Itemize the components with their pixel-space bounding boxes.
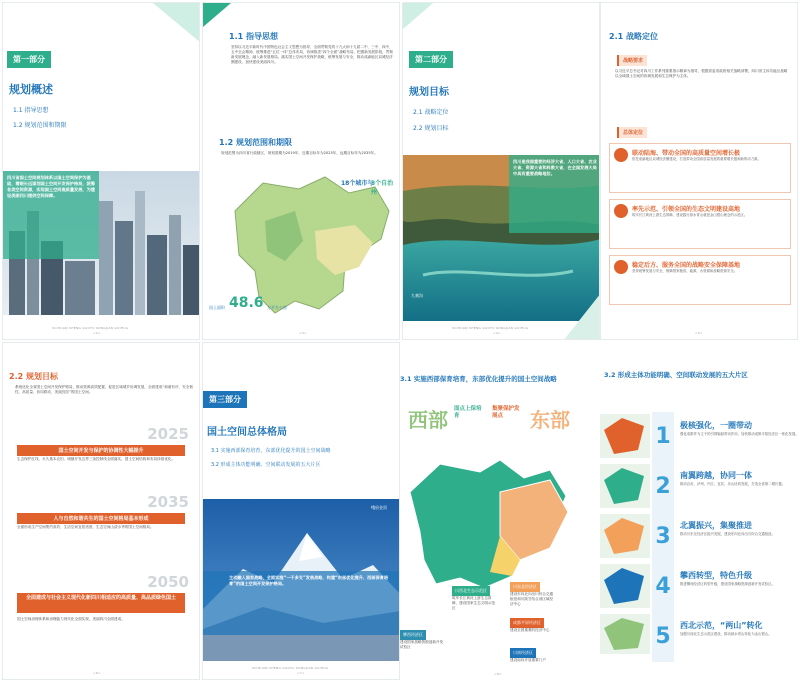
row-number: 1 <box>652 412 674 462</box>
photo-caption: 峨眉金顶 <box>371 505 387 510</box>
growth-icon <box>614 148 628 162</box>
guiding-paragraph: 坚持以习近平新时代中国特色社会主义思想为指导，全面贯彻党的十九大和十九届二中、三中、四中、五中全会精神，统筹推进“五位一体”总体布局，协调推进“四个全面”战略布局，把握新发展阶段，贯彻新发展理念，融入新发展格局。落实国土空间开发保护战略，统筹发展与安全，推动成渝地区双城经济圈建设，加快建设美丽四川。 <box>231 45 393 64</box>
west-keywords: 面点上保培育 <box>454 406 482 419</box>
strategy-paragraph: 以习近平总书记对四川工作系列重要指示精神为指导，根据省委省政府相关战略部署，四川省主体功能区战略以全域国土空间的协调发展和生态保护为主体。 <box>615 69 788 78</box>
region-desc-northwest: 筑牢长江黄河上游生态屏障，建设国家生态文明示范区 <box>452 596 496 610</box>
page-number: <4> <box>493 331 501 335</box>
chip-overall-positioning: 总体定位 <box>617 127 647 138</box>
page-title: 国土空间总体格局 <box>207 427 287 438</box>
region-badge-northwest: 川西北生态示范区 <box>452 586 490 596</box>
year-2050: 2050 <box>147 573 189 591</box>
overlay-text: 主动融入国家战略，全面实施“一干多支”发展战略，构建“东部优化提升、西部保育培育”的国土空间开发保护格局。 <box>229 575 389 586</box>
row-number: 5 <box>652 612 674 662</box>
section-heading-1-1: 1.1 指导思想 <box>229 32 278 41</box>
page-number: <6> <box>93 671 101 675</box>
stat-cities: 18个城市与 <box>341 180 374 187</box>
area-label: 国土面积 <box>209 305 225 310</box>
east-keywords: 集聚保护发展点 <box>492 406 520 419</box>
section-heading-3-2: 3.2 形成主体功能明确、空间联动发展的五大片区 <box>604 371 748 379</box>
positioning-card-1 <box>609 143 791 193</box>
region-badge-northeast: 川东北经济区 <box>510 582 540 592</box>
footer-brand-1: SICHUAN SHENG GUOTU KONGJIAN GUIHUA <box>52 326 129 330</box>
scope-paragraph: 规划范围为四川省行政辖区，规划基期为2019年，近期目标年为2025年，远期目标年为2035年。 <box>221 151 378 155</box>
district-row-2 <box>652 462 798 512</box>
stage-2025-desc: 生态保护红线、永久基本农田、城镇开发边界三条控制线全面落实，国土空间结构和布局持续优化。 <box>17 457 176 461</box>
stage-2050-desc: 国土空间治理体系和治理能力现代化全面实现，美丽四川全面建成。 <box>17 617 125 621</box>
positioning-card-3 <box>609 255 791 305</box>
row-title: 极核强化，一圈带动 <box>680 421 752 430</box>
toc-item-1[interactable]: 2.1 战略定位 <box>413 109 449 116</box>
shield-icon <box>614 260 628 274</box>
row-number: 4 <box>652 562 674 612</box>
district-row-5 <box>652 612 798 662</box>
section-heading-2-1: 2.1 战略定位 <box>609 32 658 41</box>
section-tag: 第一部分 <box>7 51 51 68</box>
area-value: 48.6 <box>229 295 264 311</box>
row-desc: 推动川东北经济区振兴发展，建设东向北向出川综合交通枢纽。 <box>680 532 775 536</box>
page-2 <box>202 2 400 340</box>
east-label: 东部 <box>530 408 570 432</box>
row-number: 2 <box>652 462 674 512</box>
stage-2035-title: 人与自然和谐共生的国土空间格局基本形成 <box>17 513 185 524</box>
card-description: 坚持统筹发展与安全，保障国家粮食、能源、水资源和战略资源安全。 <box>632 269 738 273</box>
card-title: 稳定后方、服务全国的战略安全保障基地 <box>632 262 741 269</box>
stage-2035-desc: 全面形成生产空间集约高效、生活空间宜居适度、生态空间山清水秀的国土空间格局。 <box>17 525 154 529</box>
overlay-text: 四川省国土空间规划体系以国土空间保护为基础，着眼长远谋划国土空间开发保护格局，统筹各类空间资源，实现国土空间高质量发展，为建设美丽四川提供空间保障。 <box>7 175 95 198</box>
toc-item-1[interactable]: 1.1 指导思想 <box>13 107 49 114</box>
corner-decoration <box>153 3 200 43</box>
page-number: <2> <box>93 331 101 335</box>
five-regions-map <box>400 452 596 592</box>
leaf-icon <box>614 204 628 218</box>
page-5 <box>2 342 200 680</box>
stat-prefectures: 3个自治州 <box>371 180 394 196</box>
row-title: 北翼振兴，集聚推进 <box>680 521 752 530</box>
region-badge-panxi: 攀西经济区 <box>400 630 426 640</box>
region-badge-chengdu-plain: 成都平原经济区 <box>510 618 544 628</box>
district-row-1 <box>652 412 798 462</box>
row-desc: 加强川西北生态示范区建设，推动绿水青山转化为金山银山。 <box>680 632 772 636</box>
west-label: 西部 <box>408 408 448 432</box>
toc-item-2[interactable]: 3.2 形成主体功能明确、空间联动发展的五大片区 <box>211 462 321 468</box>
page-4 <box>600 2 798 340</box>
district-row-4 <box>652 562 798 612</box>
region-desc-northeast: 建设东向北向出川综合交通枢纽和川陕甘结合部区域经济中心 <box>510 592 554 606</box>
page-number: <5> <box>695 331 703 335</box>
stage-2025-title: 国土空间开发与保护的协调性大幅提升 <box>17 445 185 456</box>
page-7 <box>400 342 596 680</box>
row-desc: 推进攀西经济区转型升级，建设国家战略资源创新开发试验区。 <box>680 582 775 586</box>
row-desc: 推动自贡、泸州、内江、宜宾、乐山协同发展，打造全省第二增长极。 <box>680 482 786 486</box>
section-heading-3-1: 3.1 实施西部保育培育，东部优化提升的国土空间战略 <box>400 375 557 383</box>
area-unit: 万平方公里 <box>267 305 287 310</box>
row-title: 南翼跨越，协同一体 <box>680 471 752 480</box>
region-desc-chengdu-plain: 建设全国重要的经济中心 <box>510 628 550 632</box>
card-title: 联动陆海、带动全国的高质量空间增长极 <box>632 150 741 157</box>
card-title: 率先示范、引领全国的生态文明建设高地 <box>632 206 741 213</box>
page-6 <box>202 342 400 680</box>
region-desc-south: 建设南向开放重要门户 <box>510 658 546 662</box>
page-1 <box>2 2 200 340</box>
page-number: <7> <box>297 671 305 675</box>
photo-caption: 九寨沟 <box>411 293 423 298</box>
year-2025: 2025 <box>147 425 189 443</box>
corner-decoration <box>203 3 231 27</box>
positioning-card-2 <box>609 199 791 249</box>
district-row-3 <box>652 512 798 562</box>
year-2035: 2035 <box>147 493 189 511</box>
overlay-text: 四川是我国重要的经济大省、人口大省、农业大省、资源大省和科教大省，在全国发展大局中具有重要战略地位。 <box>513 159 597 176</box>
region-badge-south: 川南经济区 <box>510 648 536 658</box>
card-description: 筑牢长江黄河上游生态屏障，建设践行绿水青山就是金山银山理念的示范区。 <box>632 213 748 217</box>
section-tag: 第三部分 <box>203 391 247 408</box>
footer-brand-3: SICHUAN SHENG GUOTU KONGJIAN GUIHUA <box>252 666 329 670</box>
region-maps-column <box>598 410 652 656</box>
row-title: 攀西转型，特色升级 <box>680 571 752 580</box>
corner-decoration <box>403 3 433 29</box>
footer-brand-2: SICHUAN SHENG GUOTU KONGJIAN GUIHUA <box>452 326 529 330</box>
card-description: 依托成渝地区双城经济圈建设，打造带动全国高质量发展的重要增长极和新的动力源。 <box>632 157 761 161</box>
row-title: 西北示范，“两山”转化 <box>680 621 763 630</box>
section-heading-1-2: 1.2 规划范围和期限 <box>219 138 292 147</box>
page-number: <3> <box>299 331 307 335</box>
region-desc-panxi: 建设国家战略资源创新开发试验区 <box>400 640 444 649</box>
chip-strategic-requirements: 战略要求 <box>617 55 647 66</box>
toc-item-2[interactable]: 1.2 规划范围和期限 <box>13 122 67 129</box>
toc-item-1[interactable]: 3.1 实施西部保育培育，东部优化提升的国土空间战略 <box>211 448 331 454</box>
goals-intro: 系统优化全省国土空间开发保护格局，推动资源高效配置，促进区域城乡协调发展，全面建成“和谐有序、安全韧性、高质量、协同联动、美丽宜居”的国土空间。 <box>15 385 193 394</box>
page-3 <box>402 2 600 340</box>
stage-2050-title: 全面建成与社会主义现代化新四川相适应的高质量、高品质绿色国土 <box>17 593 185 613</box>
page-number: <8> <box>494 672 502 676</box>
row-number: 3 <box>652 512 674 562</box>
row-desc: 强化成都作为主干的引领辐射带动作用，加快推动成都平原经济区一体化发展。 <box>680 432 799 436</box>
corner-decoration <box>563 293 600 340</box>
toc-item-2[interactable]: 2.2 规划目标 <box>413 125 449 132</box>
section-tag: 第二部分 <box>409 51 453 68</box>
page-title: 规划目标 <box>409 87 449 98</box>
section-heading-2-2: 2.2 规划目标 <box>9 372 58 381</box>
page-title: 规划概述 <box>9 83 53 96</box>
